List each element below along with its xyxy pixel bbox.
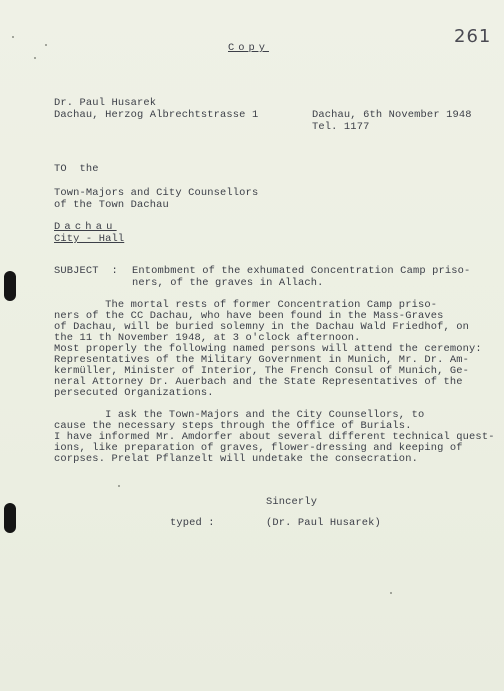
paragraph-2-line-2: cause the necessary steps through the Office of Burials. — [54, 420, 412, 432]
paragraph-1-line-3: of Dachau, will be buried solemny in the Dachau Wald Friedhof, on — [54, 321, 470, 333]
closing: Sincerly — [266, 496, 318, 508]
paragraph-1-line-1: The mortal rests of former Concentration Camp priso- — [54, 299, 438, 311]
paragraph-1-line-9: persecuted Organizations. — [54, 387, 214, 399]
paragraph-1-line-4: the 11 th November 1948, at 3 o'clock afternoon. — [54, 332, 361, 344]
subject-line-2: ners, of the graves in Allach. — [132, 277, 324, 289]
copy-heading: Copy — [228, 42, 269, 54]
subject-line-1: Entombment of the exhumated Concentration Camp priso- — [132, 265, 471, 277]
punch-hole-upper — [4, 271, 16, 301]
paragraph-1-line-7: kermüller, Minister of Interior, The French Consul of Munich, Ge- — [54, 365, 470, 377]
paragraph-2-line-5: corpses. Prelat Pflanzelt will undetake the consecration. — [54, 453, 418, 465]
paper-speck — [34, 57, 36, 59]
recipient-line-2: of the Town Dachau — [54, 199, 169, 211]
punch-hole-lower — [4, 503, 16, 533]
signature: (Dr. Paul Husarek) — [266, 517, 381, 529]
recipient-line-1: Town-Majors and City Counsellors — [54, 187, 259, 199]
paragraph-2-line-4: ions, like preparation of graves, flower-dressing and keeping of — [54, 442, 463, 454]
paragraph-1-line-8: neral Attorney Dr. Auerbach and the State Representatives of the — [54, 376, 463, 388]
recipient-to: TO the — [54, 163, 99, 175]
page-number: 261 — [454, 26, 492, 47]
paragraph-1-line-2: ners of the CC Dachau, who have been found in the Mass-Graves — [54, 310, 444, 322]
typed-label: typed : — [170, 517, 215, 529]
telephone: Tel. 1177 — [312, 121, 370, 133]
paragraph-2-line-3: I have informed Mr. Amdorfer about several different technical quest- — [54, 431, 495, 443]
paragraph-1-line-5: Most properly the following named persons will attend the ceremony: — [54, 343, 482, 355]
sender-address: Dachau, Herzog Albrechtstrasse 1 — [54, 109, 259, 121]
paper-speck — [390, 592, 392, 594]
letter-date: Dachau, 6th November 1948 — [312, 109, 472, 121]
paragraph-2-line-1: I ask the Town-Majors and the City Counsellors, to — [54, 409, 425, 421]
subject-label: SUBJECT : — [54, 265, 118, 277]
sender-name: Dr. Paul Husarek — [54, 97, 157, 109]
recipient-place-2: City - Hall — [54, 233, 125, 245]
paragraph-1-line-6: Representatives of the Military Government in Munich, Mr. Dr. Am- — [54, 354, 470, 366]
paper-speck — [12, 36, 14, 38]
paper-speck — [118, 485, 120, 487]
paper-speck — [45, 44, 47, 46]
recipient-place: Dachau — [54, 221, 117, 233]
